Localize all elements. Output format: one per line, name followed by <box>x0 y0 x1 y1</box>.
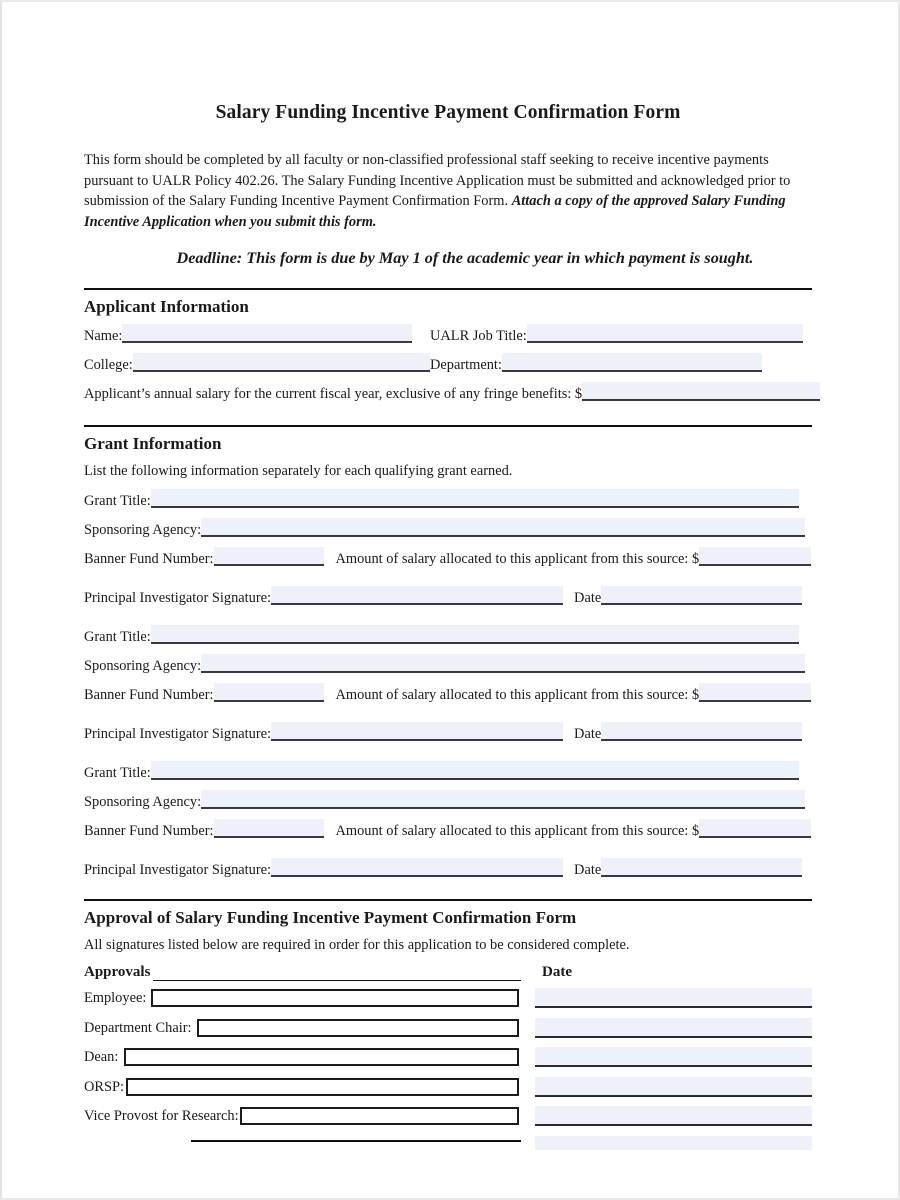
sponsoring-agency-input[interactable] <box>201 654 805 673</box>
grant-blocks <box>84 489 812 887</box>
pi-signature-row <box>84 722 812 751</box>
pi-date-label: Date <box>574 726 602 743</box>
approval-row <box>84 1018 812 1048</box>
pi-signature-label: Principal Investigator Signature: <box>84 726 272 743</box>
grant-title-row <box>84 761 812 790</box>
banner-fund-label: Banner Fund Number: <box>84 551 214 568</box>
annual-salary-row <box>84 382 812 411</box>
amount-allocated-input[interactable] <box>699 683 811 702</box>
approvals-header-rule <box>153 980 521 981</box>
approval-row <box>84 1077 812 1107</box>
job-title-field-group <box>430 324 803 345</box>
intro-paragraph <box>84 150 812 232</box>
name-input[interactable] <box>122 324 412 343</box>
grant-section-heading: Grant Information <box>84 434 222 454</box>
college-field-group <box>84 353 430 374</box>
approval-signature-box[interactable] <box>151 989 519 1007</box>
grant-title-input[interactable] <box>151 761 799 780</box>
pi-date-label: Date <box>574 590 602 607</box>
banner-fund-label: Banner Fund Number: <box>84 687 214 704</box>
approval-row <box>84 1106 812 1136</box>
name-field-group <box>84 324 412 345</box>
pi-signature-row <box>84 586 812 615</box>
banner-fund-row <box>84 683 812 712</box>
grant-title-row <box>84 625 812 654</box>
intro-text: This form should be completed by all faculty or non-classified professional staff seeking to receive incentive payments pursuant to UALR Policy 402.26. The Salary Funding Incentive Application must be submitted and acknowledged prior to submission of the Salary Funding Incentive Payment Confirmation Form. <box>84 152 791 210</box>
job-title-input[interactable] <box>527 324 803 343</box>
approval-section-heading: Approval of Salary Funding Incentive Payment Confirmation Form <box>84 908 577 928</box>
banner-fund-input[interactable] <box>214 819 324 838</box>
grant-block <box>84 625 812 751</box>
annual-salary-input[interactable] <box>582 382 820 401</box>
approval-signature-box[interactable] <box>126 1078 519 1096</box>
approval-signature-box[interactable] <box>197 1019 519 1037</box>
name-label: Name: <box>84 328 123 345</box>
page-title: Salary Funding Incentive Payment Confirmation Form <box>215 102 681 123</box>
approval-date-input[interactable] <box>535 1106 812 1126</box>
approval-row-label: ORSP: <box>84 1078 124 1095</box>
banner-fund-input[interactable] <box>214 547 324 566</box>
banner-fund-input[interactable] <box>214 683 324 702</box>
approvals-column-label: Approvals <box>84 964 151 981</box>
amount-allocated-input[interactable] <box>699 547 811 566</box>
approval-date-input[interactable] <box>535 988 812 1008</box>
college-input[interactable] <box>133 353 430 372</box>
grant-section-note: List the following information separately for each qualifying grant earned. <box>84 463 513 480</box>
grant-title-row <box>84 489 812 518</box>
sponsoring-agency-row <box>84 518 812 547</box>
department-input[interactable] <box>502 353 762 372</box>
intro-emphasis-text: Attach a copy of the approved Salary Funding Incentive Application when you submit this form. <box>84 193 786 230</box>
pi-date-input[interactable] <box>601 722 802 741</box>
department-field-group <box>430 353 762 374</box>
banner-fund-label: Banner Fund Number: <box>84 823 214 840</box>
sponsoring-agency-label: Sponsoring Agency: <box>84 522 202 539</box>
approval-signature-box[interactable] <box>124 1048 519 1066</box>
pi-date-label: Date <box>574 862 602 879</box>
approval-signature-box[interactable] <box>240 1107 519 1125</box>
approval-row-label: Department Chair: <box>84 1019 192 1036</box>
banner-fund-row <box>84 547 812 576</box>
pi-date-input[interactable] <box>601 858 802 877</box>
approval-date-input[interactable] <box>535 1047 812 1067</box>
page-content <box>84 2 812 1166</box>
date-column-label: Date <box>542 964 572 981</box>
applicant-section-heading: Applicant Information <box>84 297 249 317</box>
approval-row-label: Dean: <box>84 1049 119 1066</box>
approval-date-input[interactable] <box>535 1018 812 1038</box>
approval-section-divider <box>84 899 812 901</box>
grant-block <box>84 761 812 887</box>
pi-signature-label: Principal Investigator Signature: <box>84 590 272 607</box>
amount-allocated-label: Amount of salary allocated to this applicant from this source: $ <box>335 687 700 704</box>
sponsoring-agency-row <box>84 654 812 683</box>
grant-block <box>84 489 812 615</box>
approval-row <box>84 988 812 1018</box>
pi-signature-input[interactable] <box>271 722 563 741</box>
pi-signature-label: Principal Investigator Signature: <box>84 862 272 879</box>
job-title-label: UALR Job Title: <box>430 328 527 345</box>
applicant-section-divider <box>84 288 812 290</box>
grant-title-input[interactable] <box>151 625 799 644</box>
grant-title-label: Grant Title: <box>84 629 151 646</box>
college-label: College: <box>84 357 133 374</box>
annual-salary-label: Applicant’s annual salary for the current fiscal year, exclusive of any fringe benefits: $ <box>84 386 583 403</box>
name-job-title-row <box>84 324 812 353</box>
sponsoring-agency-label: Sponsoring Agency: <box>84 794 202 811</box>
amount-allocated-label: Amount of salary allocated to this applicant from this source: $ <box>335 551 700 568</box>
approval-date-input[interactable] <box>535 1077 812 1097</box>
pi-date-input[interactable] <box>601 586 802 605</box>
pi-signature-input[interactable] <box>271 858 563 877</box>
grant-section-divider <box>84 425 812 427</box>
sponsoring-agency-row <box>84 790 812 819</box>
pi-signature-input[interactable] <box>271 586 563 605</box>
pi-signature-row <box>84 858 812 887</box>
banner-fund-row <box>84 819 812 848</box>
amount-allocated-label: Amount of salary allocated to this applicant from this source: $ <box>335 823 700 840</box>
approval-row-label: Vice Provost for Research: <box>84 1108 239 1125</box>
deadline-statement: Deadline: This form is due by May 1 of the academic year in which payment is sought. <box>176 249 754 268</box>
grant-title-input[interactable] <box>151 489 799 508</box>
amount-allocated-input[interactable] <box>699 819 811 838</box>
college-department-row <box>84 353 812 382</box>
approval-signature-rule-partial <box>191 1140 521 1142</box>
approval-row-label: Employee: <box>84 990 147 1007</box>
sponsoring-agency-label: Sponsoring Agency: <box>84 658 202 675</box>
approval-section-note: All signatures listed below are required in order for this application to be considered complete. <box>84 937 630 954</box>
approval-date-input-partial[interactable] <box>535 1136 812 1150</box>
approval-column-headers <box>84 964 812 988</box>
sponsoring-agency-input[interactable] <box>201 790 805 809</box>
sponsoring-agency-input[interactable] <box>201 518 805 537</box>
grant-title-label: Grant Title: <box>84 493 151 510</box>
grant-title-label: Grant Title: <box>84 765 151 782</box>
approval-row-partial <box>84 1136 812 1166</box>
approval-row <box>84 1047 812 1077</box>
department-label: Department: <box>430 357 502 374</box>
